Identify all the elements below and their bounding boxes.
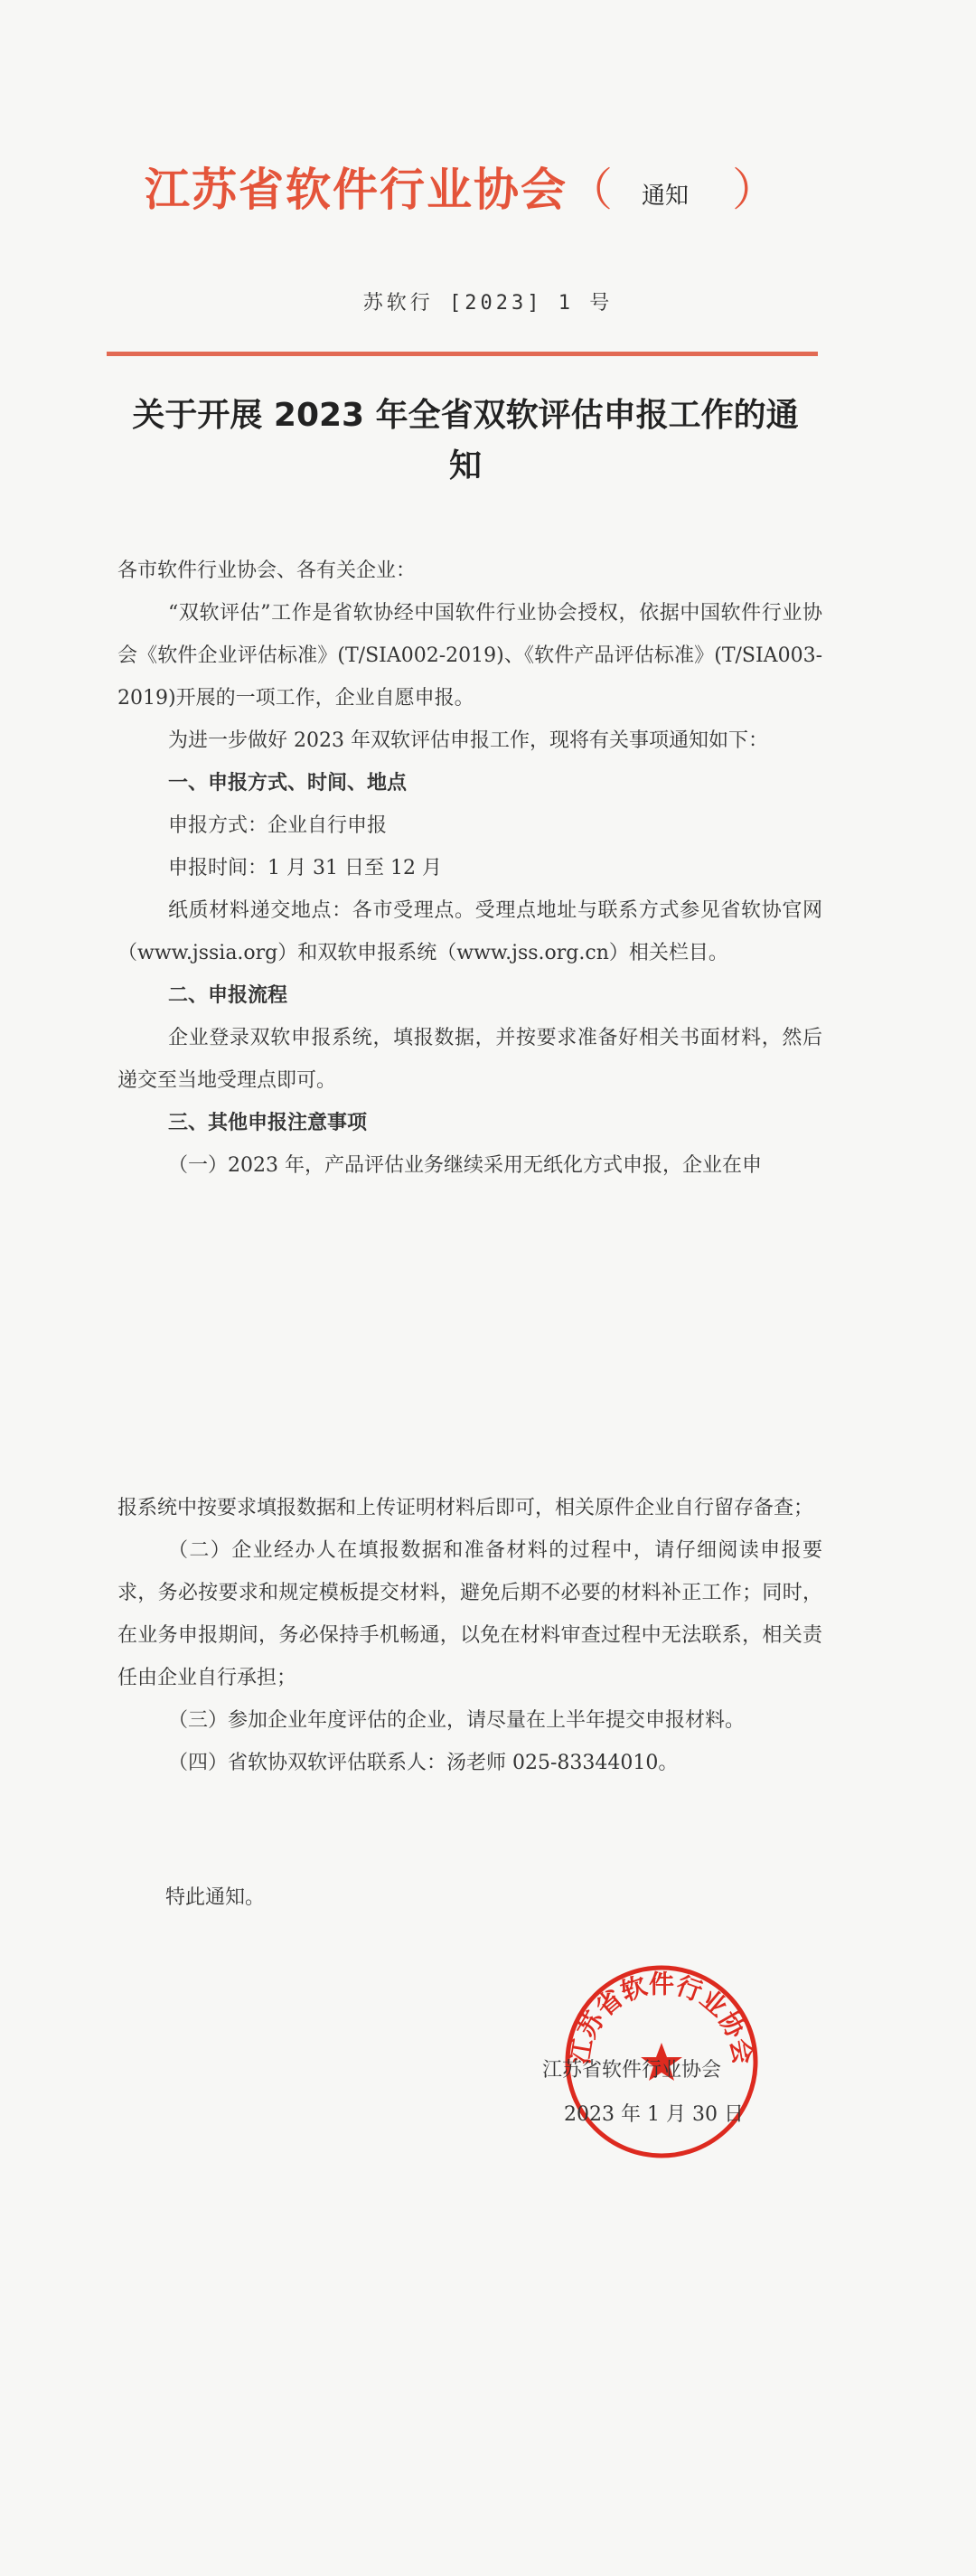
notice-item-1-start: （一）2023 年，产品评估业务继续采用无纸化方式申报，企业在申 — [168, 1154, 762, 1177]
doc-number: 苏软行 [2023] 1 号 — [362, 292, 614, 315]
body-part-1 — [117, 550, 822, 1187]
notice-item-1-cont: 报系统中按要求填报数据和上传证明材料后即可，相关原件企业自行留存备查； — [117, 1497, 814, 1519]
section-3-heading: 三、其他申报注意事项 — [168, 1111, 368, 1134]
submission-method: 申报方式：企业自行申报 — [168, 814, 388, 837]
letterhead — [145, 154, 795, 217]
section-2-heading: 二、申报流程 — [168, 983, 288, 1007]
intro-paragraph: “双软评估”工作是省软协经中国软件行业协会授权，依据中国软件行业协会《软件企业评估标准》(T/SIA002-2019)、《软件产品评估标准》(T/SIA003-2019)开展的一项工作，企业自愿申报。 — [117, 602, 822, 710]
notice-item-4: （四）省软协双软评估联系人：汤老师 025-83344010。 — [168, 1752, 679, 1774]
submission-location: 纸质材料递交地点：各市受理点。受理点地址与联系方式参见省软协官网（www.jssia.org）和双软申报系统（www.jss.org.cn）相关栏目。 — [117, 899, 822, 964]
notice-item-3: （三）参加企业年度评估的企业，请尽量在上半年提交申报材料。 — [168, 1709, 746, 1732]
submission-time: 申报时间：1 月 31 日至 12 月 — [168, 857, 442, 879]
paren-open: （ — [568, 164, 615, 216]
process-paragraph: 企业登录双软申报系统，填报数据，并按要求准备好相关书面材料，然后递交至当地受理点即可。 — [117, 1027, 822, 1092]
paren-close: ） — [732, 164, 780, 216]
body-part-2 — [117, 1487, 822, 1784]
page-title: 关于开展 2023 年全省双软评估申报工作的通知 — [132, 397, 799, 484]
purpose-paragraph: 为进一步做好 2023 年双软评估申报工作，现将有关事项通知如下： — [168, 729, 768, 752]
signer-org: 江苏省软件行业协会 — [542, 2059, 722, 2082]
salutation: 各市软件行业协会、各有关企业： — [117, 559, 417, 582]
notice-item-2: （二）企业经办人在填报数据和准备材料的过程中，请仔细阅读申报要求，务必按要求和规定模板提交材料，避免后期不必要的材料补正工作；同时，在业务申报期间，务必保持手机畅通，以免在材料审查过程中无法联系，相关责任由企业自行承担； — [117, 1539, 822, 1689]
closing-line: 特此通知。 — [165, 1886, 266, 1909]
red-divider — [107, 352, 818, 356]
seal-org-text: 江苏省软件行业协会 — [565, 1969, 758, 2067]
doc-type: 通知 — [642, 182, 690, 210]
org-name: 江苏省软件行业协会 — [145, 163, 568, 216]
sign-date: 2023 年 1 月 30 日 — [564, 2103, 744, 2126]
section-1-heading: 一、申报方式、时间、地点 — [168, 771, 408, 794]
